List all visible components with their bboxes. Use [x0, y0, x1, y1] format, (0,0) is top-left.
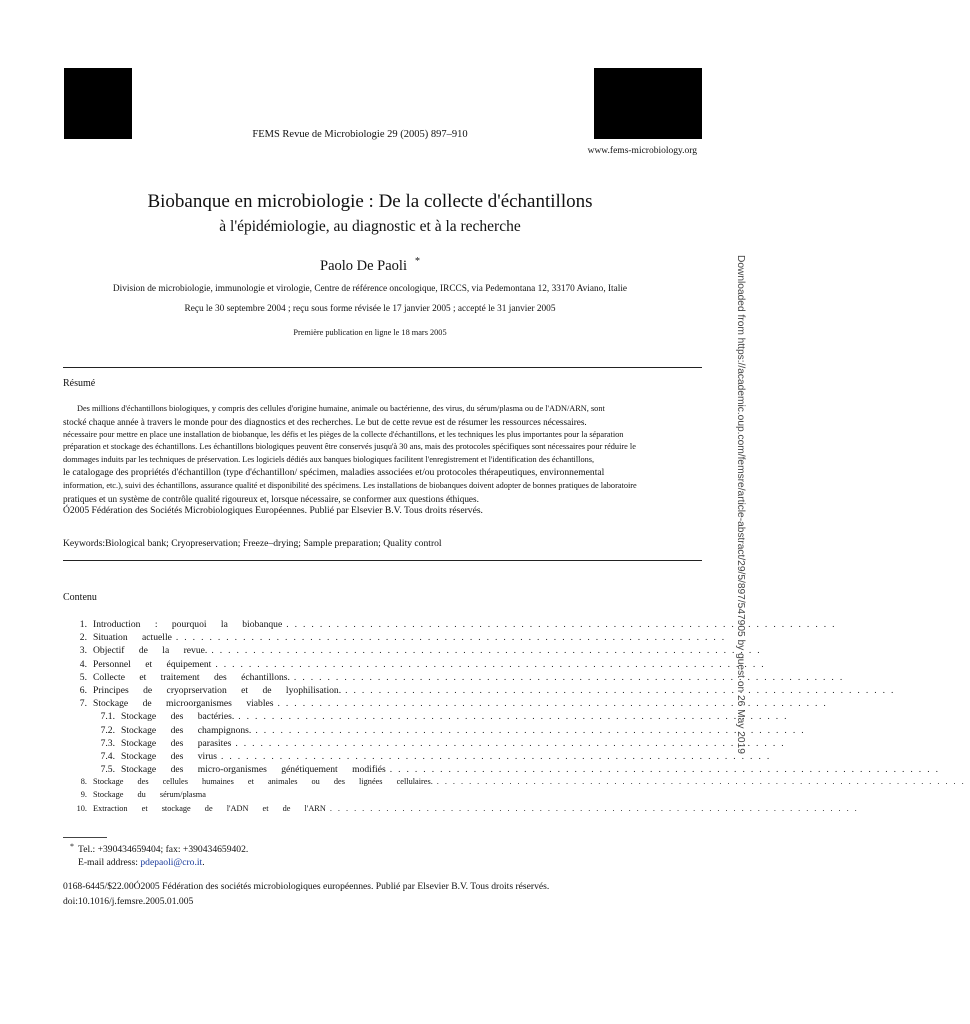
toc-leader: .................................................................. — [389, 764, 944, 776]
journal-logo-left — [64, 68, 132, 139]
table-of-contents — [63, 619, 970, 817]
email-end: . — [202, 857, 205, 868]
abstract-line: le catalogage des propriétés d'échantillon (type d'échantillon/ spécimen, maladies associées et/ou protocoles thérapeutiques, environnemental — [63, 466, 605, 478]
toc-item[interactable]: 5. Collecte et traitement des échantillons. .................................................................. — [79, 671, 849, 683]
toc-item[interactable]: 1. Introduction : pourquoi la biobanque .................................................................. — [79, 619, 841, 630]
toc-item[interactable]: 6. Principes de cryoprservation et de lyophilisation. .................................................................. — [79, 684, 900, 696]
article-title-line-2: à l'épidémiologie, au diagnostic et à la recherche — [219, 218, 521, 235]
toc-leader: .................................................................. — [345, 684, 900, 696]
abstract-line: dommages induits par les techniques de préservation. Les logiciels dédiés aux banques biologiques facilitent l'enregistrement et l'identification des échantillons, — [63, 455, 595, 465]
toc-leader: .................................................................. — [175, 632, 731, 644]
abstract-line: nécessaire pour mettre en place une installation de biobanque, les défis et les pièges de la collecte d'échantillons, et les techniques les plus importantes pour la séparation — [63, 429, 624, 439]
abstract-line: information, etc.), suivi des échantillons, assurance qualité et disponibilité des spécimens. Les installations de biobanques doivent adopter de bonnes pratiques de laboratoire — [63, 480, 637, 490]
contents-heading: Contenu — [63, 592, 97, 603]
abstract-line: pratiques et un système de contrôle qualité rigoureux et, lorsque nécessaire, se conformer aux questions éthiques. — [63, 493, 479, 504]
divider-bottom — [63, 560, 702, 561]
toc-subitem[interactable]: 7.4. Stockage des virus .................................................................. — [100, 750, 776, 762]
journal-website-link[interactable]: www.fems-microbiology.org — [587, 146, 697, 156]
toc-leader: .................................................................. — [286, 619, 841, 630]
footnote-phone: Tel.: +390434659404; fax: +390434659402. — [78, 844, 249, 855]
online-publication-date: Première publication en ligne le 18 mars 2005 — [293, 328, 447, 337]
toc-leader: .................................................................. — [235, 737, 790, 749]
toc-leader: .................................................................. — [293, 671, 849, 683]
received-dates: Reçu le 30 septembre 2004 ; reçu sous forme révisée le 17 janvier 2005 ; accepté le 31 janvier 2005 — [184, 304, 556, 314]
toc-subitem[interactable]: 7.2. Stockage des champignons. .................................................................. — [100, 724, 810, 736]
toc-subitem[interactable]: 7.3. Stockage des parasites .................................................................. — [100, 737, 790, 749]
toc-item[interactable]: 8. Stockage des cellules humaines et animales ou des lignées cellulaires. .................................................................. — [80, 777, 970, 787]
abstract-heading: Résumé — [63, 378, 96, 389]
toc-subitem[interactable]: 7.5. Stockage des micro-organismes génétiquement modifiés .................................................................. — [100, 764, 944, 776]
toc-item[interactable]: 9. Stockage du sérum/plasma — [80, 790, 206, 800]
author-line — [60, 256, 680, 275]
toc-leader: .................................................................. — [215, 658, 770, 670]
toc-leader: .................................................................. — [329, 803, 863, 813]
toc-subitem[interactable]: 7.1. Stockage des bactéries. .................................................................. — [100, 711, 793, 723]
toc-leader: .................................................................. — [436, 777, 970, 787]
download-watermark — [735, 255, 761, 754]
author-affiliation: Division de microbiologie, immunologie et virologie, Centre de référence oncologique, IRCCS, via Pedemontana 12, 33170 Aviano, Italie — [112, 284, 628, 294]
toc-item[interactable]: 3. Objectif de la revue. .................................................................. — [63, 645, 768, 658]
publisher-logo-right — [594, 68, 702, 139]
toc-leader: .................................................................. — [277, 698, 832, 710]
article-title-line-1: Biobanque en microbiologie : De la collecte d'échantillons — [147, 191, 593, 212]
keywords-list: Biological bank; Cryopreservation; Freeze–drying; Sample preparation; Quality control — [105, 538, 442, 549]
journal-citation: FEMS Revue de Microbiologie 29 (2005) 897–910 — [252, 129, 468, 140]
copyright-block — [63, 879, 549, 909]
author-footnote-mark[interactable]: * — [415, 256, 420, 267]
doi[interactable]: doi:10.1016/j.femsre.2005.01.005 — [63, 896, 194, 907]
toc-item[interactable]: 10. Extraction et stockage de l'ADN et de l'ARN .................................................................. — [76, 803, 863, 813]
toc-item[interactable]: 2. Situation actuelle .................................................................. — [63, 632, 768, 645]
email-label: E-mail address: — [78, 857, 138, 868]
toc-leader: .................................................................. — [220, 750, 776, 762]
author-footnote — [70, 843, 248, 869]
toc-leader: .................................................................. — [238, 711, 793, 723]
toc-leader: .................................................................. — [211, 645, 766, 657]
author-name: Paolo De Paoli — [320, 257, 407, 274]
issn-copyright: 0168-6445/$22.00Ó2005 Fédération des sociétés microbiologiques européennes. Publié par Elsevier B.V. Tous droits réservés. — [63, 881, 550, 892]
abstract-line: stocké chaque année à travers le monde pour des diagnostics et des recherches. Le but de cette revue est de résumer les ressources nécessaires. — [63, 416, 587, 427]
toc-item[interactable]: 7. Stockage de microorganismes viables .................................................................. — [79, 698, 832, 710]
divider-top — [63, 367, 702, 368]
abstract-line: Ó2005 Fédération des Sociétés Microbiologiques Européennes. Publié par Elsevier B.V. Tous droits réservés. — [63, 505, 483, 517]
abstract-line: préparation et stockage des échantillons. Les échantillons biologiques peuvent être conservés jusqu'à 30 ans, mais des protocoles spécifiques sont nécessaires pour réduire le — [63, 442, 636, 452]
abstract-body — [63, 403, 704, 518]
toc-item[interactable]: 4. Personnel et équipement .................................................................. — [79, 658, 770, 670]
email-link[interactable]: pdepaoli@cro.it — [140, 857, 203, 868]
footnote-email-line — [70, 856, 248, 869]
footnote-mark: * — [70, 842, 74, 851]
toc-leader: .................................................................. — [255, 724, 810, 736]
abstract-line: Des millions d'échantillons biologiques, y compris des cellules d'origine humaine, animale ou bactérienne, des virus, du sérum/plasma ou de l'ADN/ARN, sont — [77, 404, 605, 413]
keywords-line — [63, 538, 442, 549]
download-note-text[interactable]: Downloaded from https://academic.oup.com/femsre/article-abstract/29/5/897/547905 by guest on 26 May 2019 — [735, 255, 746, 754]
keywords-label: Keywords: — [63, 538, 106, 549]
footnote-divider — [63, 837, 107, 838]
